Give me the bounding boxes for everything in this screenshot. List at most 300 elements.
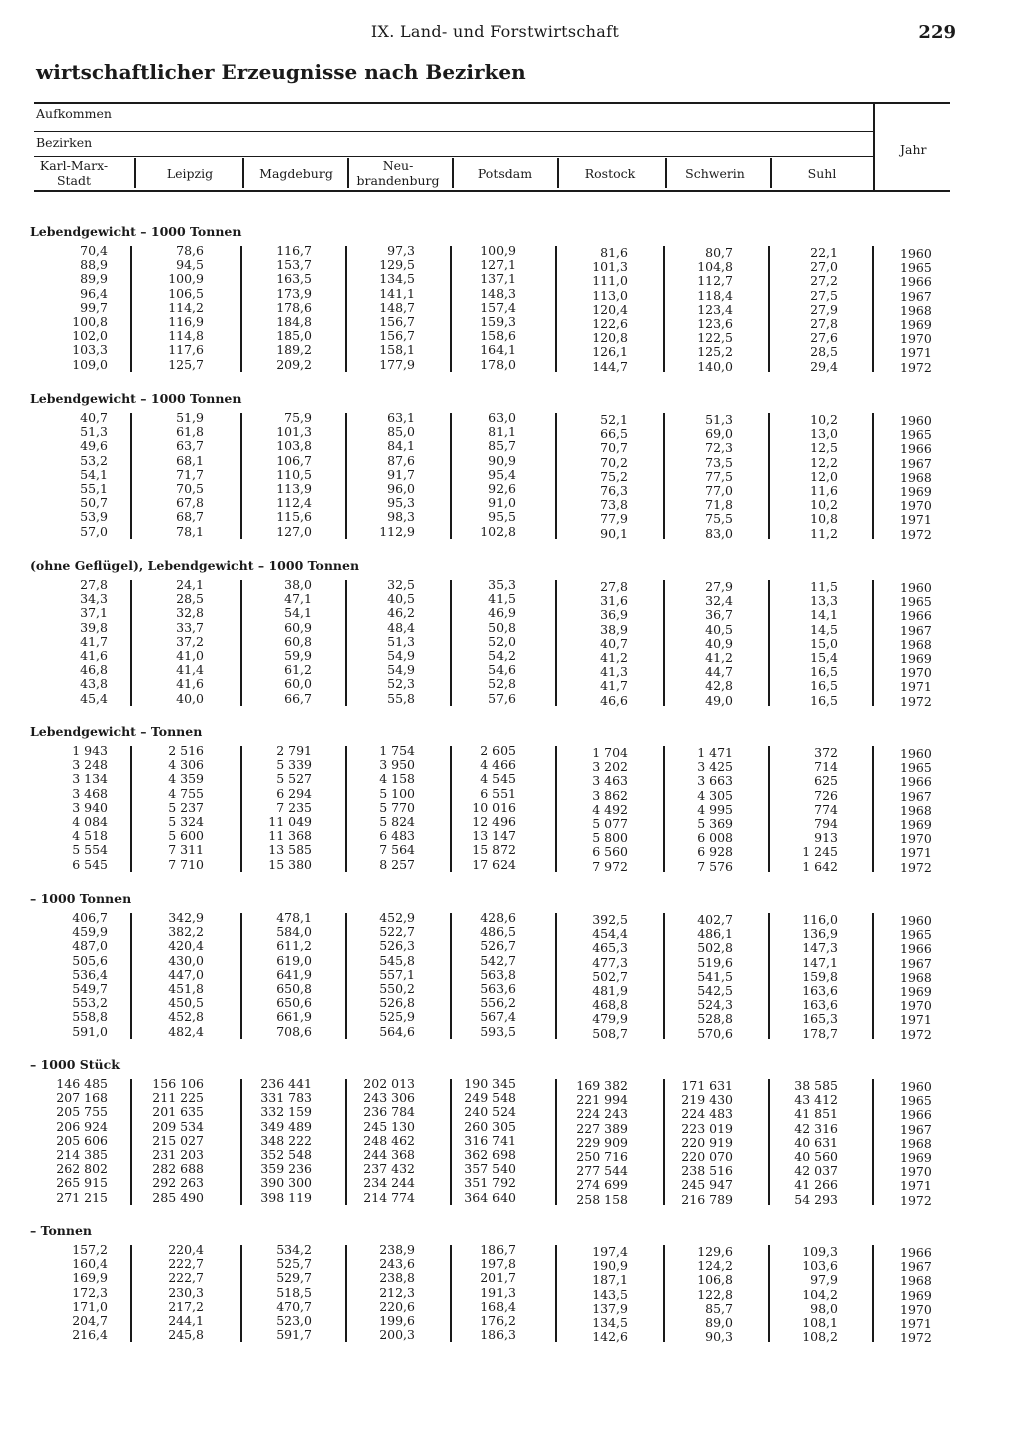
table-cell: 11 049 <box>268 814 312 829</box>
year-cell: 1972 <box>900 1026 932 1042</box>
table-cell: 159,8 <box>802 968 838 984</box>
year-cell: 1971 <box>900 345 932 361</box>
table-cell: 406,7 <box>72 910 108 925</box>
table-cell: 106,7 <box>276 452 312 468</box>
table-cell: 262 802 <box>56 1161 108 1177</box>
table-cell: 351 792 <box>464 1175 516 1191</box>
column-divider <box>663 746 665 872</box>
table-cell: 71,7 <box>176 466 204 482</box>
column-divider <box>872 580 874 706</box>
table-cell: 50,7 <box>80 495 108 511</box>
table-cell: 163,6 <box>802 997 838 1013</box>
year-cell: 1971 <box>900 1178 932 1194</box>
table-cell: 116,7 <box>276 243 312 258</box>
table-cell: 526,3 <box>379 938 415 954</box>
table-cell: 120,4 <box>592 301 628 317</box>
column-header: Potsdam <box>477 166 533 181</box>
table-cell: 526,8 <box>379 995 415 1011</box>
table-cell: 60,8 <box>284 633 312 649</box>
table-cell: 52,8 <box>488 676 516 692</box>
column-divider <box>872 746 874 872</box>
column-divider <box>663 580 665 706</box>
table-cell: 27,6 <box>810 330 838 346</box>
table-cell: 10 016 <box>472 799 516 815</box>
table-cell: 36,9 <box>600 607 628 623</box>
column-divider <box>872 913 874 1039</box>
table-cell: 75,9 <box>284 410 312 425</box>
table-cell: 238 516 <box>681 1163 733 1179</box>
table-cell: 88,9 <box>80 257 108 273</box>
year-cell: 1967 <box>900 788 932 804</box>
table-cell: 231 203 <box>152 1147 204 1162</box>
table-cell: 593,5 <box>480 1023 516 1039</box>
table-cell: 144,7 <box>592 358 628 374</box>
table-cell: 142,6 <box>592 1329 628 1345</box>
table-cell: 5 600 <box>168 828 204 844</box>
table-cell: 641,9 <box>276 966 312 982</box>
year-cell: 1968 <box>900 302 932 318</box>
table-cell: 4 755 <box>168 785 204 801</box>
table-cell: 27,8 <box>810 316 838 331</box>
column-divider <box>450 580 452 706</box>
table-cell: 63,1 <box>387 410 415 425</box>
table-cell: 178,7 <box>802 1025 838 1041</box>
table-cell: 27,2 <box>810 273 838 289</box>
table-cell: 236 784 <box>363 1104 415 1120</box>
column-header: Schwerin <box>685 166 745 181</box>
year-cell: 1971 <box>900 1316 932 1331</box>
table-cell: 38,0 <box>284 577 312 592</box>
table-cell: 5 369 <box>697 816 733 831</box>
table-cell: 236 441 <box>260 1076 312 1091</box>
table-cell: 479,9 <box>592 1011 628 1027</box>
column-divider <box>555 1245 557 1342</box>
table-cell: 15 380 <box>268 856 312 872</box>
column-divider <box>768 1245 770 1342</box>
table-cell: 78,6 <box>176 243 204 258</box>
table-cell: 40 631 <box>794 1134 838 1150</box>
table-cell: 63,7 <box>176 438 204 454</box>
column-divider <box>663 246 665 372</box>
column-divider <box>663 1079 665 1205</box>
table-cell: 450,5 <box>168 995 204 1011</box>
table-cell: 158,1 <box>379 342 415 358</box>
table-cell: 207 168 <box>56 1090 108 1106</box>
table-cell: 53,9 <box>80 509 108 525</box>
table-cell: 49,0 <box>705 692 733 708</box>
year-cell: 1965 <box>900 594 932 610</box>
table-cell: 545,8 <box>379 952 415 968</box>
table-cell: 100,9 <box>480 243 516 258</box>
table-cell: 349 489 <box>260 1118 312 1134</box>
table-cell: 3 425 <box>697 759 733 775</box>
table-cell: 16,5 <box>810 692 838 708</box>
table-cell: 176,2 <box>480 1313 516 1328</box>
table-cell: 3 468 <box>72 785 108 801</box>
table-cell: 508,7 <box>592 1025 628 1041</box>
column-header: Rostock <box>584 166 636 181</box>
table-cell: 70,7 <box>600 440 628 456</box>
year-cell: 1969 <box>900 317 932 332</box>
table-cell: 31,6 <box>600 593 628 609</box>
column-divider <box>872 413 874 539</box>
table-cell: 7 311 <box>168 842 204 858</box>
table-cell: 54,2 <box>488 648 516 663</box>
table-cell: 2 791 <box>276 743 312 758</box>
table-cell: 165,3 <box>802 1011 838 1027</box>
table-cell: 116,0 <box>802 912 838 927</box>
table-cell: 42 037 <box>794 1163 838 1179</box>
table-cell: 200,3 <box>379 1327 415 1343</box>
table-cell: 238,9 <box>379 1242 415 1257</box>
table-cell: 6 560 <box>592 844 628 860</box>
year-cell: 1969 <box>900 984 932 999</box>
jahr-label: Jahr <box>900 142 927 157</box>
year-cell: 1967 <box>900 1259 932 1275</box>
table-cell: 211 225 <box>152 1090 204 1106</box>
table-cell: 32,5 <box>387 577 415 592</box>
year-cell: 1970 <box>900 998 932 1014</box>
table-cell: 190,9 <box>592 1258 628 1274</box>
table-cell: 563,6 <box>480 981 516 996</box>
table-cell: 591,0 <box>72 1023 108 1039</box>
table-cell: 173,9 <box>276 285 312 301</box>
table-cell: 454,4 <box>592 926 628 942</box>
table-cell: 13,0 <box>810 426 838 442</box>
table-cell: 11,6 <box>810 483 838 498</box>
table-cell: 584,0 <box>276 924 312 940</box>
table-cell: 46,9 <box>488 605 516 621</box>
table-cell: 209,2 <box>276 356 312 372</box>
table-cell: 92,6 <box>488 481 516 496</box>
table-cell: 4 995 <box>697 801 733 817</box>
table-cell: 214 385 <box>56 1147 108 1162</box>
year-cell: 1971 <box>900 679 932 695</box>
section-label: – 1000 Tonnen <box>30 891 132 906</box>
table-cell: 12,0 <box>810 468 838 484</box>
table-cell: 14,1 <box>810 607 838 623</box>
table-cell: 362 698 <box>464 1147 516 1162</box>
year-cell: 1966 <box>900 274 932 290</box>
column-divider <box>130 746 132 872</box>
table-cell: 216 789 <box>681 1191 733 1207</box>
table-cell: 156,7 <box>379 328 415 344</box>
table-cell: 111,0 <box>592 273 628 289</box>
table-cell: 4 466 <box>480 757 516 773</box>
column-divider <box>130 1245 132 1342</box>
table-cell: 49,6 <box>80 438 108 454</box>
table-cell: 6 551 <box>480 785 516 801</box>
year-cell: 1965 <box>900 927 932 943</box>
table-cell: 6 545 <box>72 856 108 872</box>
table-cell: 190 345 <box>464 1076 516 1091</box>
year-cell: 1968 <box>900 1273 932 1289</box>
column-divider <box>768 580 770 706</box>
table-cell: 103,8 <box>276 438 312 454</box>
year-cell: 1969 <box>900 651 932 666</box>
column-divider <box>872 246 874 372</box>
table-cell: 220,4 <box>168 1242 204 1257</box>
table-cell: 95,5 <box>488 509 516 525</box>
table-cell: 69,0 <box>705 426 733 442</box>
table-cell: 794 <box>814 816 838 831</box>
table-cell: 230,3 <box>168 1284 204 1300</box>
table-cell: 10,8 <box>810 511 838 527</box>
table-cell: 189,2 <box>276 342 312 358</box>
table-cell: 148,3 <box>480 285 516 301</box>
column-divider <box>345 1245 347 1342</box>
table-cell: 46,6 <box>600 692 628 708</box>
table-cell: 172,3 <box>72 1284 108 1300</box>
table-cell: 73,8 <box>600 497 628 513</box>
table-cell: 40,5 <box>705 621 733 637</box>
table-cell: 459,9 <box>72 924 108 940</box>
column-divider <box>555 580 557 706</box>
table-cell: 122,8 <box>697 1286 733 1302</box>
table-cell: 163,6 <box>802 983 838 998</box>
table-cell: 41,0 <box>176 648 204 663</box>
table-cell: 3 134 <box>72 771 108 787</box>
year-cell: 1969 <box>900 484 932 499</box>
table-cell: 75,2 <box>600 468 628 484</box>
table-cell: 6 008 <box>697 830 733 846</box>
table-cell: 108,1 <box>802 1315 838 1330</box>
table-cell: 352 548 <box>260 1147 312 1162</box>
table-cell: 3 202 <box>592 759 628 775</box>
table-cell: 4 158 <box>379 771 415 787</box>
table-cell: 90,9 <box>488 452 516 468</box>
table-cell: 147,3 <box>802 940 838 956</box>
table-cell: 51,9 <box>176 410 204 425</box>
table-cell: 519,6 <box>697 954 733 970</box>
year-cell: 1966 <box>900 774 932 790</box>
table-cell: 38 585 <box>794 1078 838 1093</box>
table-cell: 243 306 <box>363 1090 415 1106</box>
column-divider <box>130 913 132 1039</box>
table-cell: 214 774 <box>363 1189 415 1205</box>
table-cell: 60,0 <box>284 676 312 692</box>
table-cell: 78,1 <box>176 523 204 539</box>
table-cell: 2 516 <box>168 743 204 758</box>
table-cell: 332 159 <box>260 1104 312 1120</box>
table-cell: 1 754 <box>379 743 415 758</box>
table-cell: 201,7 <box>480 1270 516 1286</box>
year-cell: 1960 <box>900 413 932 428</box>
table-cell: 240 524 <box>464 1104 516 1120</box>
table-cell: 100,8 <box>72 314 108 329</box>
table-cell: 22,1 <box>810 245 838 260</box>
table-cell: 1 471 <box>697 745 733 760</box>
table-cell: 42 316 <box>794 1120 838 1136</box>
table-cell: 136,9 <box>802 926 838 942</box>
table-cell: 478,1 <box>276 910 312 925</box>
table-cell: 4 306 <box>168 757 204 773</box>
column-divider <box>663 413 665 539</box>
table-cell: 524,3 <box>697 997 733 1013</box>
column-divider <box>130 580 132 706</box>
table-cell: 398 119 <box>260 1189 312 1205</box>
table-cell: 27,8 <box>80 577 108 592</box>
table-cell: 52,3 <box>387 676 415 692</box>
table-cell: 103,6 <box>802 1258 838 1274</box>
table-cell: 27,5 <box>810 287 838 303</box>
table-cell: 28,5 <box>810 344 838 360</box>
table-cell: 316 741 <box>464 1132 516 1148</box>
table-cell: 234 244 <box>363 1175 415 1191</box>
year-cell: 1972 <box>900 1330 932 1346</box>
table-cell: 187,1 <box>592 1272 628 1288</box>
column-divider <box>768 1079 770 1205</box>
table-cell: 220 919 <box>681 1134 733 1150</box>
table-cell: 541,5 <box>697 968 733 984</box>
table-cell: 536,4 <box>72 966 108 982</box>
table-cell: 27,9 <box>705 579 733 594</box>
table-cell: 238,8 <box>379 1270 415 1286</box>
table-cell: 41,3 <box>600 664 628 680</box>
year-cell: 1967 <box>900 1121 932 1137</box>
table-cell: 113,9 <box>276 481 312 496</box>
table-cell: 156,7 <box>379 314 415 329</box>
column-header: Suhl <box>807 166 837 181</box>
column-divider <box>450 1245 452 1342</box>
year-cell: 1971 <box>900 512 932 528</box>
table-cell: 94,5 <box>176 257 204 273</box>
table-cell: 116,9 <box>168 314 204 329</box>
table-cell: 486,1 <box>697 926 733 942</box>
table-cell: 43,8 <box>80 676 108 692</box>
table-cell: 60,9 <box>284 619 312 635</box>
table-cell: 109,0 <box>72 356 108 372</box>
table-cell: 248 462 <box>363 1132 415 1148</box>
table-cell: 37,1 <box>80 605 108 621</box>
column-divider <box>240 580 242 706</box>
table-cell: 95,4 <box>488 466 516 482</box>
table-cell: 237 432 <box>363 1161 415 1177</box>
year-cell: 1965 <box>900 760 932 776</box>
table-cell: 114,2 <box>168 299 204 315</box>
column-divider <box>768 246 770 372</box>
table-cell: 222,7 <box>168 1256 204 1272</box>
column-divider <box>130 1079 132 1205</box>
table-cell: 6 483 <box>379 828 415 844</box>
table-cell: 17 624 <box>472 856 516 872</box>
table-cell: 50,8 <box>488 619 516 635</box>
column-divider <box>872 1245 874 1342</box>
table-cell: 452,8 <box>168 1009 204 1025</box>
year-cell: 1970 <box>900 331 932 347</box>
year-cell: 1965 <box>900 1093 932 1109</box>
table-cell: 197,8 <box>480 1256 516 1272</box>
table-cell: 129,6 <box>697 1244 733 1259</box>
table-cell: 650,8 <box>276 981 312 996</box>
year-cell: 1970 <box>900 831 932 847</box>
year-cell: 1960 <box>900 746 932 761</box>
table-cell: 177,9 <box>379 356 415 372</box>
table-cell: 12,2 <box>810 454 838 470</box>
table-cell: 558,8 <box>72 1009 108 1025</box>
column-divider <box>663 1245 665 1342</box>
column-divider <box>555 413 557 539</box>
table-cell: 160,4 <box>72 1256 108 1272</box>
table-cell: 43 412 <box>794 1092 838 1108</box>
table-cell: 158,6 <box>480 328 516 344</box>
year-cell: 1965 <box>900 260 932 276</box>
table-cell: 529,7 <box>276 1270 312 1286</box>
table-cell: 186,3 <box>480 1327 516 1343</box>
table-cell: 39,8 <box>80 619 108 635</box>
table-cell: 224 483 <box>681 1106 733 1122</box>
table-cell: 708,6 <box>276 1023 312 1039</box>
column-divider <box>240 1079 242 1205</box>
table-cell: 101,3 <box>592 259 628 275</box>
table-cell: 54,1 <box>80 466 108 482</box>
table-cell: 258 158 <box>576 1191 628 1207</box>
table-cell: 169 382 <box>576 1078 628 1093</box>
table-cell: 55,1 <box>80 481 108 496</box>
table-cell: 40,0 <box>176 690 204 706</box>
table-cell: 46,8 <box>80 662 108 678</box>
table-cell: 1 642 <box>802 858 838 874</box>
year-cell: 1968 <box>900 469 932 485</box>
table-cell: 57,6 <box>488 690 516 706</box>
table-cell: 36,7 <box>705 607 733 623</box>
table-cell: 85,7 <box>705 1300 733 1316</box>
table-cell: 29,4 <box>810 358 838 374</box>
table-cell: 5 237 <box>168 799 204 815</box>
table-cell: 348 222 <box>260 1132 312 1148</box>
table-cell: 525,9 <box>379 1009 415 1025</box>
table-cell: 54,1 <box>284 605 312 621</box>
table-cell: 100,9 <box>168 271 204 287</box>
table-cell: 57,0 <box>80 523 108 539</box>
table-cell: 563,8 <box>480 966 516 982</box>
table-cell: 118,4 <box>697 287 733 303</box>
table-cell: 244 368 <box>363 1147 415 1162</box>
column-divider <box>768 746 770 872</box>
column-divider <box>450 1079 452 1205</box>
table-cell: 123,4 <box>697 301 733 317</box>
year-cell: 1970 <box>900 1164 932 1180</box>
table-cell: 7 576 <box>697 858 733 874</box>
table-cell: 5 554 <box>72 842 108 858</box>
table-cell: 625 <box>814 773 838 789</box>
year-cell: 1960 <box>900 580 932 595</box>
table-cell: 123,6 <box>697 316 733 331</box>
table-cell: 482,4 <box>168 1023 204 1039</box>
table-cell: 156 106 <box>152 1076 204 1091</box>
table-cell: 66,7 <box>284 690 312 706</box>
table-cell: 112,9 <box>379 523 415 539</box>
table-cell: 97,9 <box>810 1272 838 1288</box>
table-cell: 68,7 <box>176 509 204 525</box>
table-cell: 42,8 <box>705 678 733 694</box>
table-cell: 774 <box>814 801 838 817</box>
year-cell: 1970 <box>900 665 932 681</box>
year-cell: 1968 <box>900 1135 932 1151</box>
table-cell: 102,8 <box>480 523 516 539</box>
table-cell: 120,8 <box>592 330 628 346</box>
year-cell: 1960 <box>900 246 932 261</box>
table-cell: 127,1 <box>480 257 516 273</box>
table-cell: 137,1 <box>480 271 516 287</box>
table-cell: 184,8 <box>276 314 312 329</box>
table-cell: 392,5 <box>592 912 628 927</box>
table-cell: 260 305 <box>464 1118 516 1134</box>
table-cell: 220,6 <box>379 1298 415 1314</box>
table-cell: 52,1 <box>600 412 628 427</box>
table-cell: 224 243 <box>576 1106 628 1122</box>
table-cell: 127,0 <box>276 523 312 539</box>
